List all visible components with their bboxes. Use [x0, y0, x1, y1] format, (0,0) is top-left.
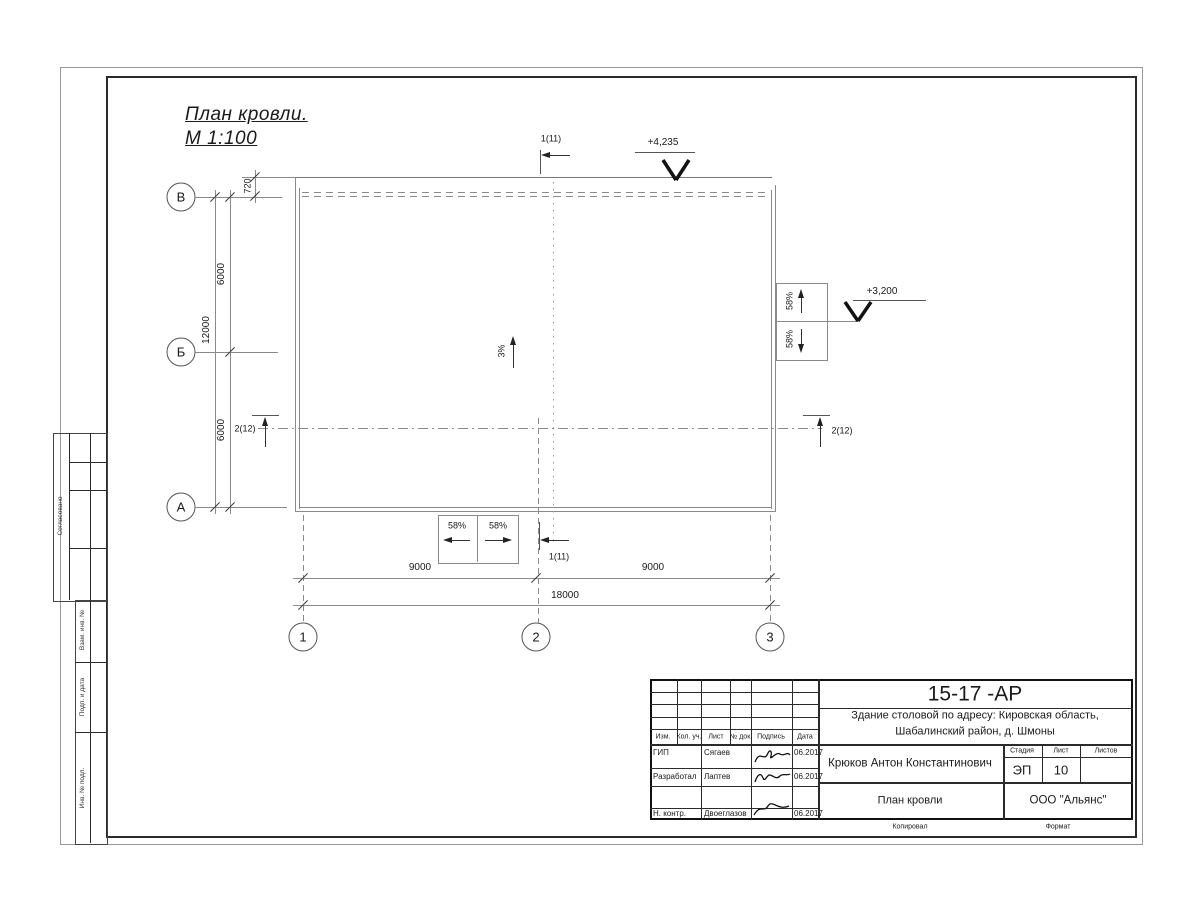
hidden-wall-line-2: [302, 196, 768, 197]
axis-line-a: [195, 507, 287, 508]
main-slope-label: 3%: [496, 344, 507, 358]
agreed-block-row-3: [69, 548, 106, 549]
elev-3200-value: +3,200: [866, 286, 898, 297]
right-canopy-slope-top: 58%: [784, 291, 795, 311]
tb-hline: [1003, 757, 1133, 758]
dim-text-9000-right: 9000: [641, 562, 665, 573]
section-1-trace-line: [553, 182, 554, 540]
agreed-label: Согласовано: [56, 496, 64, 536]
right-canopy-arrow-up-head: [798, 289, 804, 298]
axis-circle-b: Б: [167, 338, 196, 367]
tb-vline: [792, 679, 793, 820]
dim-text-720: 720: [242, 178, 253, 194]
drawing-scale: М 1:100: [185, 128, 258, 149]
tb-hline: [650, 717, 818, 718]
dim-text-6000-upper: 6000: [216, 262, 227, 286]
tb-col-doc: № док.: [729, 733, 753, 741]
tb-company: ООО "Альянс": [1029, 794, 1107, 807]
section-2-left-bar: [252, 415, 279, 416]
right-canopy-ridge: [776, 321, 826, 322]
sign-date-label: Подп. и дата: [78, 677, 86, 717]
section-2-right-arrow-head: [817, 417, 823, 426]
tb-copied-label: Копировал: [892, 823, 928, 831]
elev-4235-arrow-icon: [655, 158, 695, 184]
roof-top-edge: [296, 177, 772, 178]
tb-row1-name: Сягаев: [704, 748, 730, 757]
axis-line-v: [195, 197, 282, 198]
axis-circle-1: 1: [289, 623, 318, 652]
tb-hline-major: [650, 744, 1133, 746]
axis-line-b: [195, 352, 278, 353]
tb-hline-major: [818, 782, 1133, 784]
tb-format-label: Формат: [1045, 823, 1071, 831]
inventory-strip-row-1: [75, 662, 106, 663]
section-2-left-arrow-head: [262, 417, 268, 426]
bottom-canopy-slope-right: 58%: [488, 520, 508, 531]
tb-row2-date: 06.2017: [794, 772, 823, 781]
section-1-bottom-label: 1(11): [548, 551, 570, 562]
signature-row3: [751, 798, 792, 820]
tb-row2-role: Разработал: [653, 772, 697, 781]
tb-col-izm: Изм.: [655, 733, 671, 741]
inventory-strip-row-2: [75, 732, 106, 733]
replace-inv-label: Взам. инв. №: [78, 609, 86, 651]
inventory-strip-divider: [90, 600, 91, 843]
elev-3200-arrow-icon: [840, 300, 880, 326]
axis-circle-v: В: [167, 183, 196, 212]
axis-circle-a: А: [167, 493, 196, 522]
section-1-bottom-bar: [539, 522, 540, 550]
dim-text-12000: 12000: [201, 316, 212, 344]
section-2-trace-line: [258, 428, 822, 429]
tb-col-date: Дата: [797, 733, 813, 741]
tb-object-line2: Шабалинский район, д. Шмоны: [895, 725, 1055, 738]
tb-row3-role: Н. контр.: [653, 809, 687, 818]
tb-author: Крюков Антон Константинович: [828, 757, 992, 770]
section-1-bottom-arrow-head: [540, 537, 549, 543]
roof-left-edge-outer: [295, 177, 296, 512]
tb-row3-name: Двоеглазов: [704, 809, 747, 818]
section-2-right-bar: [803, 415, 830, 416]
roof-bottom-edge-inner: [299, 507, 772, 508]
hidden-wall-line-1: [302, 192, 768, 193]
tb-hline: [650, 729, 818, 730]
bottom-canopy-arrow-left-head: [443, 537, 452, 543]
dim-line-12000: [215, 190, 216, 514]
roof-left-edge-inner: [299, 188, 300, 509]
tb-vline: [701, 679, 702, 820]
tb-stage-label: Стадия: [1010, 747, 1034, 755]
axis-3-trace: [770, 515, 771, 623]
section-2-right-label: 2(12): [831, 425, 853, 436]
agreed-block-row-2: [69, 490, 106, 491]
tb-hline: [650, 704, 818, 705]
right-canopy-arrow-down-head: [798, 344, 804, 353]
agreed-block-divider-1: [69, 433, 70, 600]
tb-row2-name: Лаптев: [704, 772, 731, 781]
tb-vline: [1080, 744, 1081, 782]
tb-row3-date: 06.2017: [794, 809, 823, 818]
tb-row1-role: ГИП: [653, 748, 669, 757]
tb-stage-value: ЭП: [1012, 762, 1032, 778]
dim-text-6000-lower: 6000: [216, 418, 227, 442]
axis-2-trace: [538, 418, 539, 623]
tb-col-list: Лист: [708, 733, 724, 741]
dim-text-18000: 18000: [551, 590, 579, 601]
tb-hline: [650, 692, 818, 693]
section-2-left-label: 2(12): [234, 423, 256, 434]
agreed-block-row-1: [69, 462, 106, 463]
elev-4235-value: +4,235: [647, 137, 679, 148]
tb-sheets-label: Листов: [1094, 747, 1118, 755]
axis-circle-3: 3: [756, 623, 785, 652]
tb-object-line1: Здание столовой по адресу: Кировская область,: [851, 709, 1099, 722]
tb-doc-number: 15-17 -АР: [927, 682, 1023, 706]
tb-sheet-value: 10: [1053, 762, 1069, 778]
signature-row1: [751, 746, 792, 768]
dim-line-18000: [293, 605, 780, 606]
axis-circle-2: 2: [522, 623, 551, 652]
dim-text-9000-left: 9000: [408, 562, 432, 573]
tb-vline: [1042, 744, 1043, 782]
tb-col-kol: Кол. уч.: [676, 733, 702, 741]
main-slope-arrow-head: [510, 336, 516, 345]
section-1-top-label: 1(11): [540, 133, 562, 144]
inv-orig-label: Инв. № подл.: [78, 767, 86, 809]
bottom-canopy-ridge: [477, 515, 478, 562]
tb-col-sign: Подпись: [757, 733, 785, 741]
tb-sheet-label: Лист: [1053, 747, 1069, 755]
tb-row1-date: 06.2017: [794, 748, 823, 757]
tb-hline: [650, 768, 818, 769]
agreed-block-divider-2: [90, 433, 91, 600]
signature-row2: [751, 768, 792, 788]
roof-right-edge-inner: [771, 190, 772, 509]
elev-4235-shelf: [635, 152, 695, 153]
bottom-canopy-arrow-right-head: [503, 537, 512, 543]
axis-1-trace: [303, 515, 304, 623]
roof-bottom-edge-outer: [295, 511, 776, 512]
right-canopy-slope-bottom: 58%: [784, 329, 795, 349]
tb-hline: [650, 786, 818, 787]
drawing-title: План кровли.: [185, 104, 308, 125]
section-1-top-arrow-head: [541, 152, 550, 158]
bottom-canopy-slope-left: 58%: [447, 520, 467, 531]
tb-drawing-name: План кровли: [877, 794, 943, 807]
